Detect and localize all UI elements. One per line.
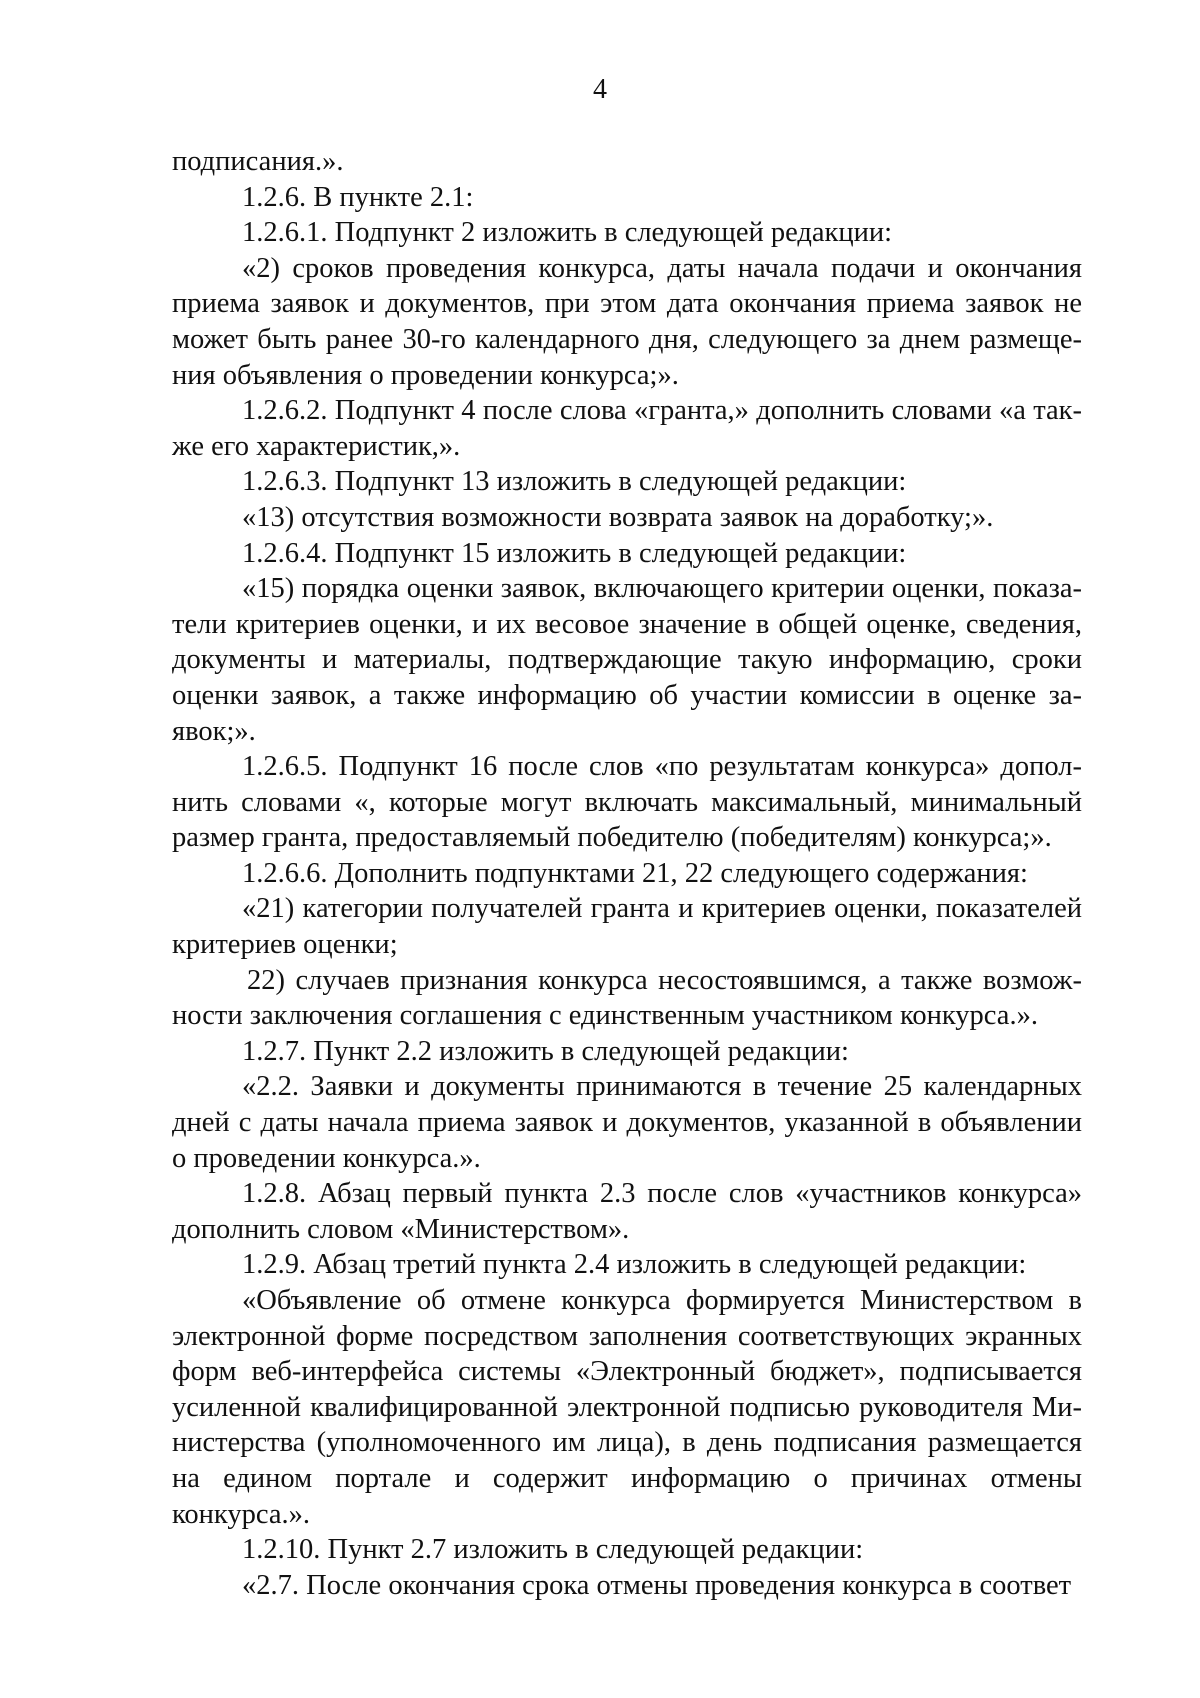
paragraph: 1.2.6.1. Подпункт 2 изложить в следующей редакции: — [242, 217, 893, 249]
paragraph: «2.2. Заявки и документы принимаются в течение 25 календарных дней с даты начала приема заявок и документов, указанной в объявлении о проведении конкурса.». — [172, 1071, 1082, 1174]
paragraph: 1.2.10. Пункт 2.7 изложить в следующей редакции: — [242, 1534, 864, 1566]
paragraph: 1.2.9. Абзац третий пункта 2.4 изложить в следующей редакции: — [242, 1249, 1027, 1281]
paragraph: 1.2.6.6. Дополнить подпунктами 21, 22 следующего содержания: — [242, 857, 1028, 889]
paragraph: 1.2.6.3. Подпункт 13 изложить в следующей редакции: — [242, 466, 907, 498]
paragraph: 1.2.6.4. Подпункт 15 изложить в следующей редакции: — [242, 537, 907, 569]
paragraph: «21) категории получателей гранта и критериев оценки, показателей критериев оценки; — [172, 893, 1082, 961]
paragraph: 1.2.8. Абзац первый пункта 2.3 после слов «участников конкурса» дополнить словом «Министерством». — [172, 1178, 1082, 1245]
paragraph: «Объявление об отмене конкурса формируется Министерством в электронной форме посредством заполнения соответствующих экранных форм веб-интерфейса системы «Электронный бюджет», подписывается усиленной квалифицированной электронной подписью руководителя Министерства (уполномоченного им лица), в день подписания размещается на едином портале и содержит информацию о причинах отмены конкурса.». — [172, 1285, 1082, 1530]
paragraph: 22) случаев признания конкурса несостоявшимся, а также возможности заключения соглашения с единственным участником конкурса.». — [172, 964, 1082, 1032]
paragraph: «15) порядка оценки заявок, включающего критерии оценки, показатели критериев оценки, и их весовое значение в общей оценке, сведения, документы и материалы, подтверждающие такую информацию, сроки оценки заявок, а также информацию об участии комиссии в оценке заявок;». — [172, 573, 1082, 747]
paragraph: 1.2.6.2. Подпункт 4 после слова «гранта,» дополнить словами «а также его характеристик,». — [172, 395, 1082, 462]
document-body — [172, 144, 1082, 1603]
paragraph: «2) сроков проведения конкурса, даты начала подачи и окончания приема заявок и документов, при этом дата окончания приема заявок не может быть ранее 30-го календарного дня, следующего за днем размещения объявления о проведении конкурса;». — [172, 252, 1082, 391]
paragraph: подписания.». — [172, 146, 344, 177]
paragraph: 1.2.6.5. Подпункт 16 после слов «по результатам конкурса» дополнить словами «, которые могут включать максимальный, минимальный размер гранта, предоставляемый победителю (победителям) конкурса;». — [172, 751, 1082, 854]
paragraph: 1.2.7. Пункт 2.2 изложить в следующей редакции: — [242, 1035, 849, 1067]
paragraph: «13) отсутствия возможности возврата заявок на доработку;». — [242, 501, 994, 533]
paragraph: «2.7. После окончания срока отмены проведения конкурса в соответ — [242, 1569, 1072, 1601]
page-number: 4 — [593, 74, 607, 105]
paragraph: 1.2.6. В пункте 2.1: — [242, 181, 474, 213]
